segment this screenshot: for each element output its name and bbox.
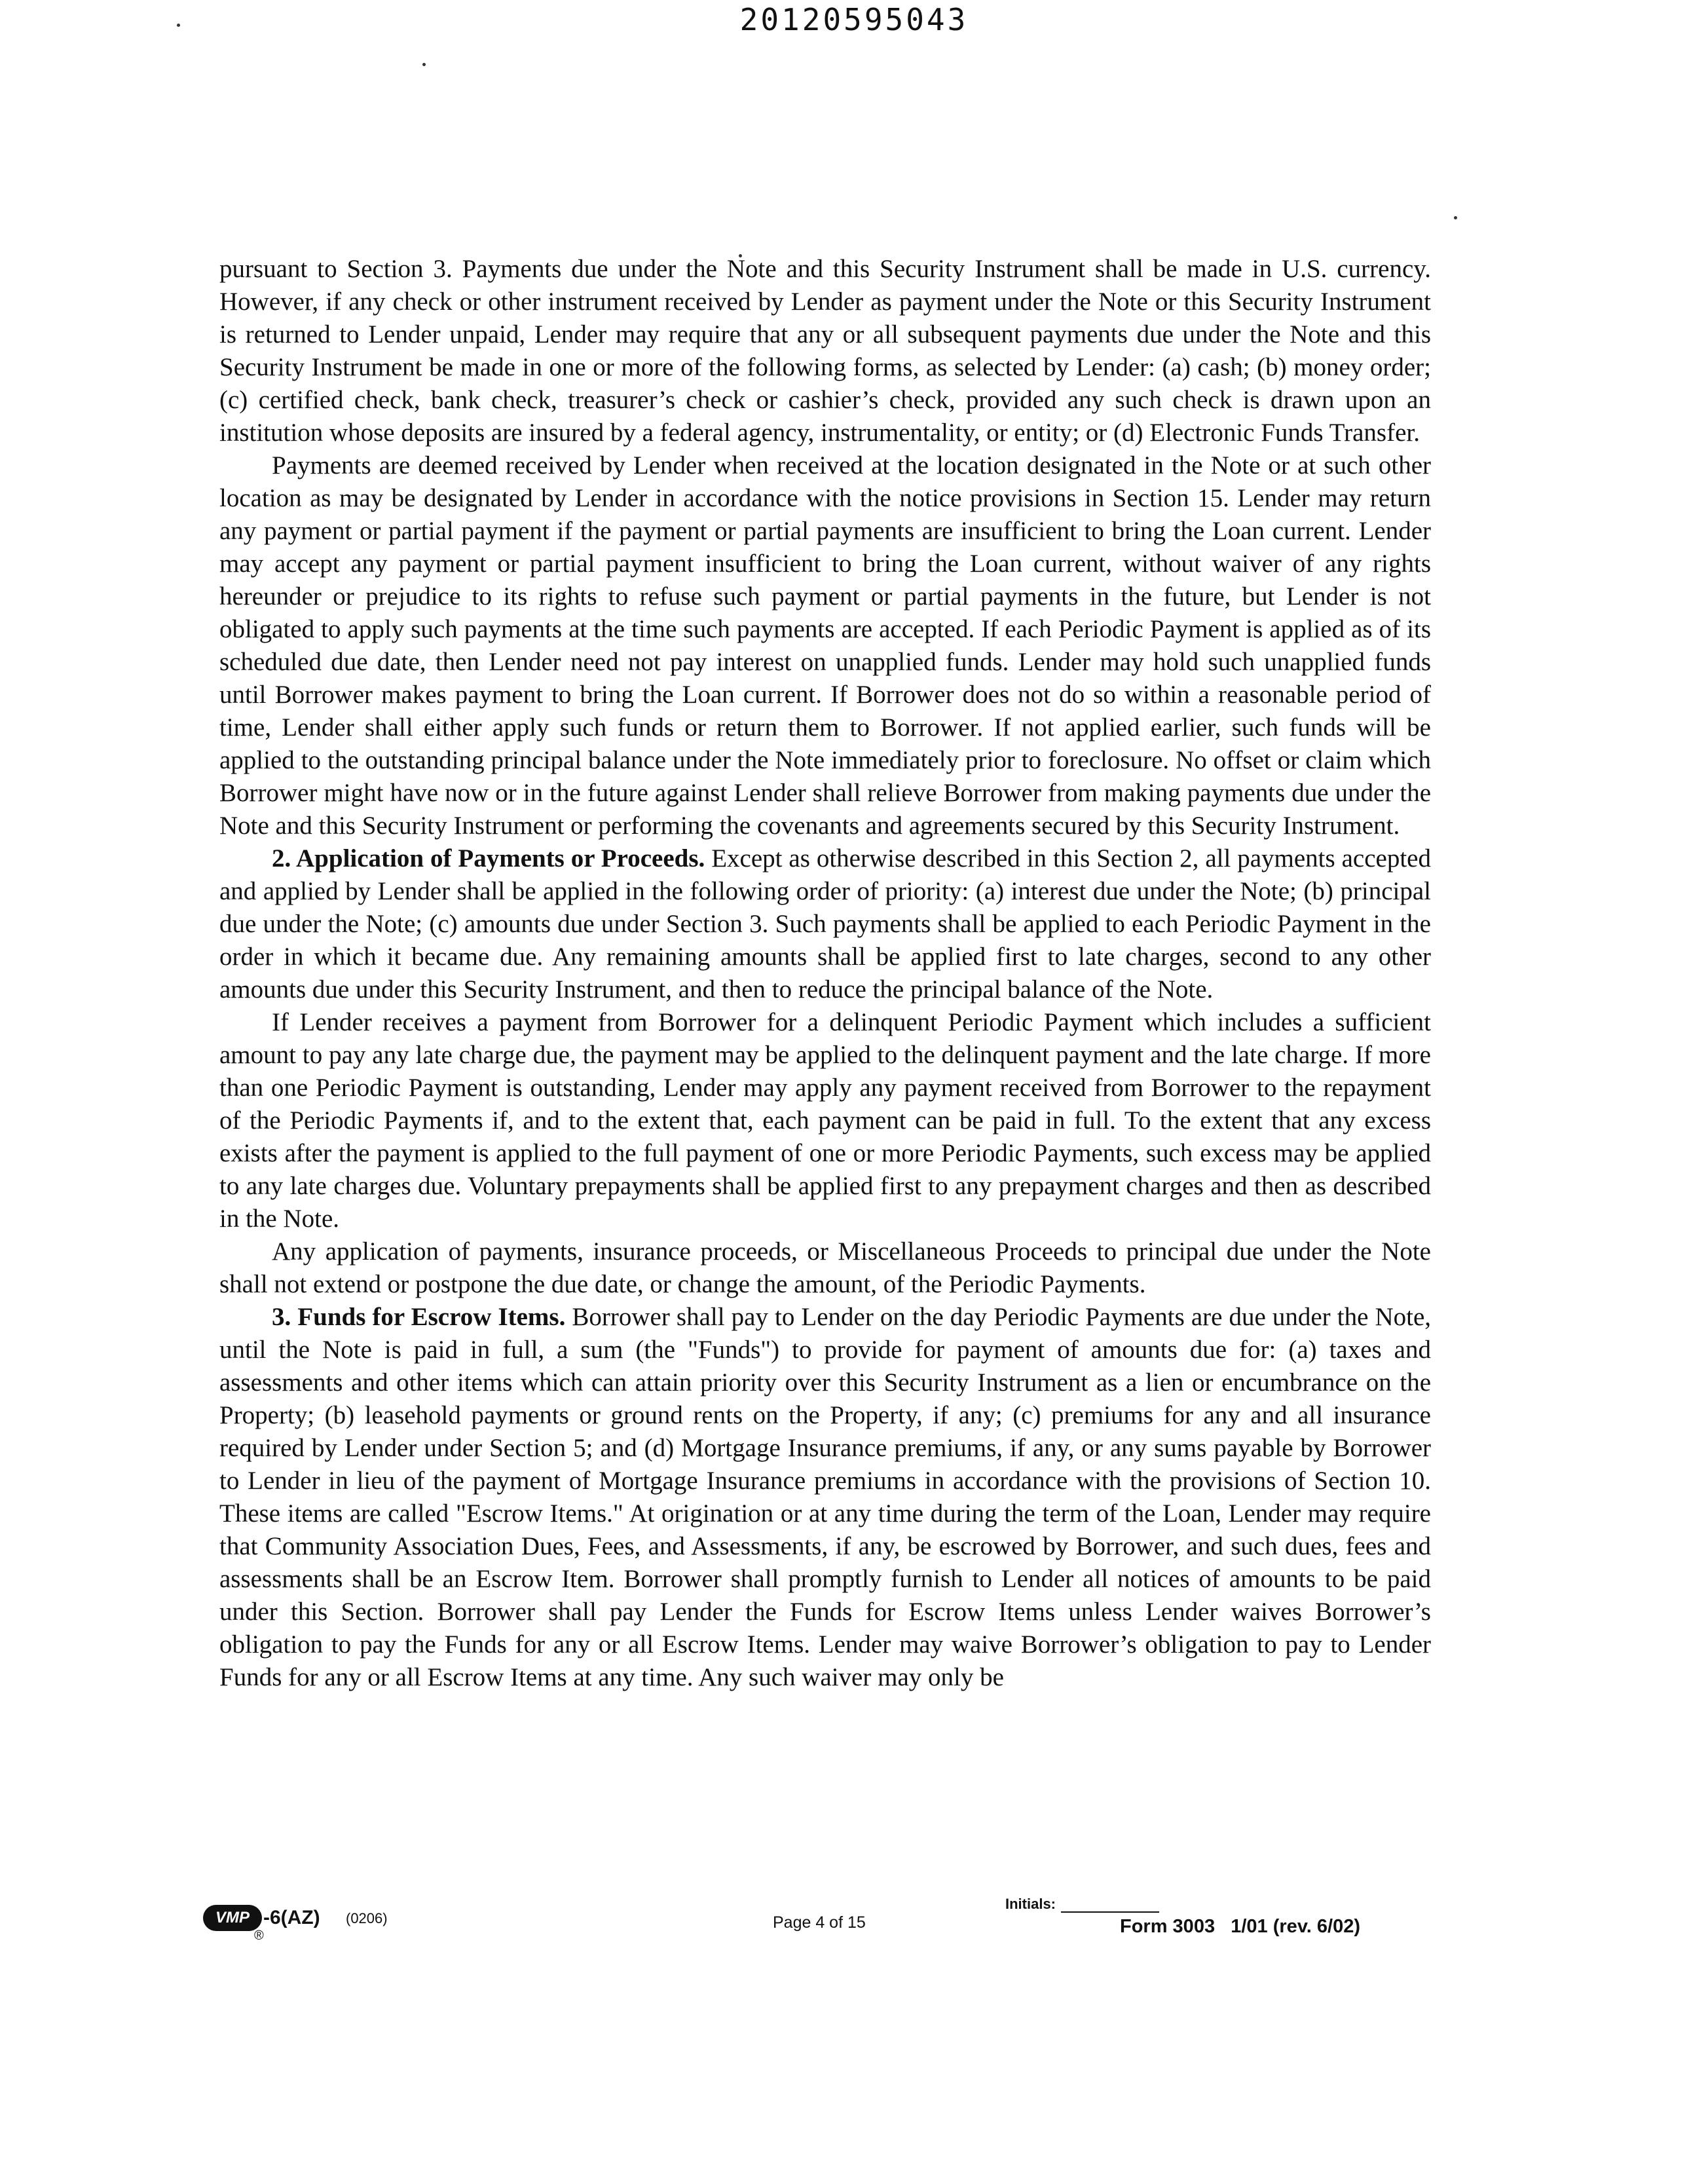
section-heading: 3. Funds for Escrow Items. — [272, 1303, 566, 1331]
paragraph — [219, 1235, 1431, 1301]
paragraph — [219, 449, 1431, 842]
initials-label: Initials: — [1005, 1896, 1056, 1912]
form-code-revision: (0206) — [346, 1910, 388, 1926]
paragraph-text: pursuant to Section 3. Payments due under the Note and this Security Instrument shall be made in U.S. currency. However, if any check or other instrument received by Lender as payment under the Note or this Security Instrument is returned to Lender unpaid, Lender may require that any or all subsequent payments due under the Note and this Security Instrument be made in one or more of the following forms, as selected by Lender: (a) cash; (b) money order; (c) certified check, bank check, treasurer’s check or cashier’s check, provided any such check is drawn upon an institution whose deposits are insured by a federal agency, instrumentality, or entity; or (d) Electronic Funds Transfer. — [219, 255, 1431, 447]
section-paragraph — [219, 1301, 1431, 1694]
paragraph-text: Payments are deemed received by Lender when received at the location designated in the Note or at such other location as may be designated by Lender in accordance with the notice provisions in Section 15. Lender may return any payment or partial payment if the payment or partial payments are insufficient to bring the Loan current. Lender may accept any payment or partial payment insufficient to bring the Loan current, without waiver of any rights hereunder or prejudice to its rights to refuse such payment or partial payments in the future, but Lender is not obligated to apply such payments at the time such payments are accepted. If each Periodic Payment is applied as of its scheduled due date, then Lender need not pay interest on unapplied funds. Lender may hold such unapplied funds until Borrower makes payment to bring the Loan current. If Borrower does not do so within a reasonable period of time, Lender shall either apply such funds or return them to Borrower. If not applied earlier, such funds will be applied to the outstanding principal balance under the Note immediately prior to foreclosure. No offset or claim which Borrower might have now or in the future against Lender shall relieve Borrower from making payments due under the Note and this Security Instrument or performing the covenants and agreements secured by this Security Instrument. — [219, 451, 1431, 840]
scan-speck — [1454, 216, 1457, 219]
section-paragraph — [219, 842, 1431, 1006]
paragraph-text: Except as otherwise described in this Section 2, all payments accepted and applied by Lender shall be applied in the following order of priority: (a) interest due under the Note; (b) principal due under the Note; (c) amounts due under Section 3. Such payments shall be applied to each Periodic Payment in the order in which it became due. Any remaining amounts shall be applied first to late charges, second to any other amounts due under this Security Instrument, and then to reduce the principal balance of the Note. — [219, 844, 1431, 1004]
document-body — [219, 253, 1431, 1694]
scan-speck — [422, 63, 426, 66]
initials-field[interactable] — [1061, 1911, 1159, 1913]
section-heading: 2. Application of Payments or Proceeds. — [272, 844, 705, 873]
paragraph — [219, 1006, 1431, 1235]
paragraph-text: Any application of payments, insurance proceeds, or Miscellaneous Proceeds to principal due under the Note shall not extend or postpone the due date, or change the amount, of the Periodic Payments. — [219, 1237, 1431, 1298]
paragraph — [219, 253, 1431, 449]
paragraph-text: If Lender receives a payment from Borrower for a delinquent Periodic Payment which includes a sufficient amount to pay any late charge due, the payment may be applied to the delinquent payment and the late charge. If more than one Periodic Payment is outstanding, Lender may apply any payment received from Borrower to the repayment of the Periodic Payments if, and to the extent that, each payment can be paid in full. To the extent that any excess exists after the payment is applied to the full payment of one or more Periodic Payments, such excess may be applied to any late charges due. Voluntary prepayments shall be applied first to any prepayment charges and then as described in the Note. — [219, 1008, 1431, 1233]
form-code: -6(AZ) — [263, 1907, 320, 1928]
document-number: 20120595043 — [739, 2, 969, 37]
scan-speck — [177, 24, 180, 27]
page-number: Page 4 of 15 — [773, 1913, 866, 1932]
vmp-logo: VMP — [203, 1905, 262, 1931]
form-identifier: Form 3003 1/01 (rev. 6/02) — [1120, 1916, 1361, 1937]
registered-mark: ® — [254, 1928, 264, 1943]
page-footer — [203, 1896, 1447, 1959]
paragraph-text: Borrower shall pay to Lender on the day Periodic Payments are due under the Note, until the Note is paid in full, a sum (the "Funds") to provide for payment of amounts due for: (a) taxes and assessments and other items which can attain priority over this Security Instrument as a lien or encumbrance on the Property; (b) leasehold payments or ground rents on the Property, if any; (c) premiums for any and all insurance required by Lender under Section 5; and (d) Mortgage Insurance premiums, if any, or any sums payable by Borrower to Lender in lieu of the payment of Mortgage Insurance premiums in accordance with the provisions of Section 10. These items are called "Escrow Items." At origination or at any time during the term of the Loan, Lender may require that Community Association Dues, Fees, and Assessments, if any, be escrowed by Borrower, and such dues, fees and assessments shall be an Escrow Item. Borrower shall promptly furnish to Lender all notices of amounts to be paid under this Section. Borrower shall pay Lender the Funds for Escrow Items unless Lender waives Borrower’s obligation to pay the Funds for any or all Escrow Items. Lender may waive Borrower’s obligation to pay to Lender Funds for any or all Escrow Items at any time. Any such waiver may only be — [219, 1303, 1432, 1691]
